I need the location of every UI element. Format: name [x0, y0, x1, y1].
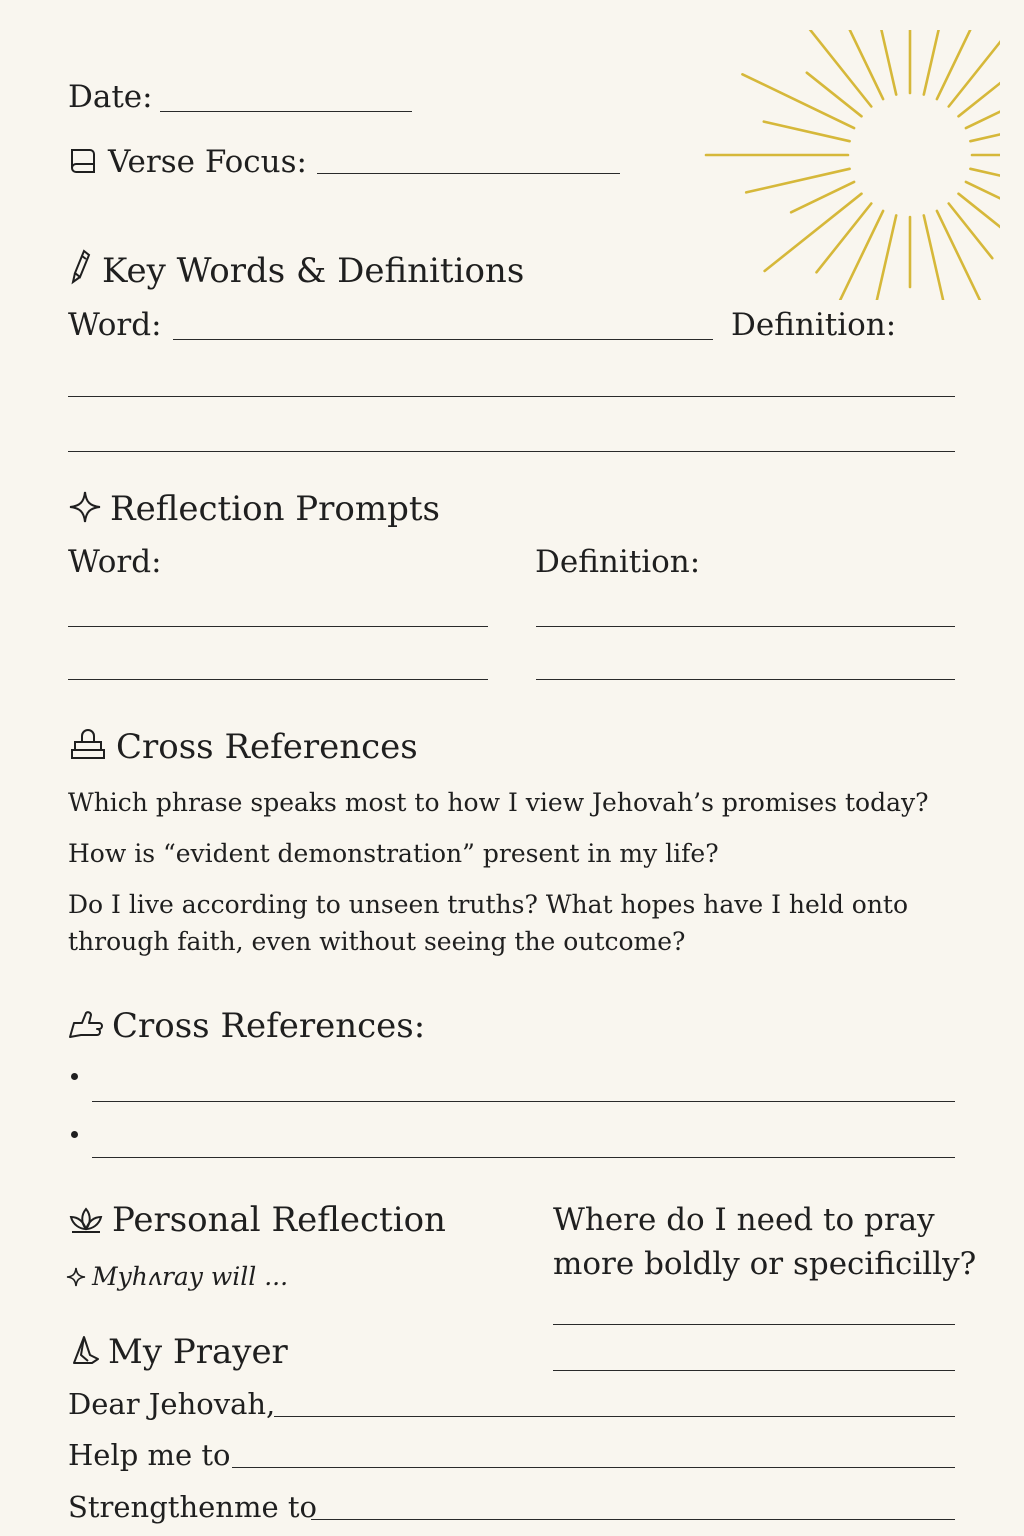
my-prayer-heading — [68, 1332, 288, 1372]
prayer-answer-line-2[interactable] — [232, 1467, 955, 1468]
reflection-definition-label: Definition: — [535, 544, 701, 580]
personal-reflection-prompt-text: Myhʌray will ... — [92, 1262, 289, 1291]
date-label: Date: — [68, 79, 153, 115]
prayer-line-label-2: Help me to — [68, 1438, 231, 1472]
prayer-line-label-1: Dear Jehovah, — [68, 1387, 276, 1421]
key-words-line-1[interactable] — [68, 396, 955, 397]
prayer-line-label-3: Strengthenme to — [68, 1490, 317, 1524]
side-answer-line-2[interactable] — [553, 1370, 955, 1371]
key-words-heading — [68, 248, 525, 291]
sun-ray — [746, 169, 849, 193]
side-answer-line-1[interactable] — [553, 1324, 955, 1325]
reflection-definition-line-1[interactable] — [536, 626, 955, 627]
sun-ray — [924, 30, 940, 95]
hand-pointing-icon — [66, 1007, 106, 1041]
book-icon — [68, 144, 100, 176]
question-3: Do I live according to unseen truths? What hopes have I held onto — [68, 890, 909, 919]
sun-ray — [949, 30, 1000, 107]
key-words-definition-label: Definition: — [731, 307, 897, 343]
reflection-prompts-heading — [68, 489, 440, 529]
bullet-1 — [71, 1073, 78, 1080]
sun-rays-decoration — [660, 30, 1000, 300]
book-stack-icon — [68, 728, 108, 762]
key-words-line-2[interactable] — [68, 451, 955, 452]
verse-focus-label: Verse Focus: — [108, 144, 307, 180]
cross-reference-line-1[interactable] — [92, 1101, 955, 1102]
sun-ray — [822, 30, 884, 99]
cross-references-heading — [68, 727, 418, 767]
side-question-line-1: Where do I need to pray — [553, 1202, 935, 1238]
lotus-icon — [68, 1205, 104, 1235]
sun-ray — [817, 204, 872, 273]
prayer-answer-line-1[interactable] — [274, 1416, 955, 1417]
reflection-definition-line-2[interactable] — [536, 679, 955, 680]
reflection-prompts-title: Reflection Prompts — [110, 489, 440, 529]
sun-ray — [970, 126, 1000, 142]
personal-reflection-title: Personal Reflection — [112, 1200, 446, 1240]
question-3-continued: through faith, even without seeing the outcome? — [68, 927, 686, 956]
verse-focus-line[interactable] — [317, 173, 620, 174]
sun-ray — [959, 194, 1001, 271]
bullet-2 — [71, 1131, 78, 1138]
pen-icon — [68, 248, 94, 286]
cross-reference-line-2[interactable] — [92, 1157, 955, 1158]
reflection-word-label: Word: — [68, 544, 162, 580]
cross-references-list-heading — [66, 1006, 426, 1046]
sparkle-icon — [68, 490, 102, 524]
side-question-line-2: more boldly or specificilly? — [553, 1246, 977, 1282]
my-prayer-title: My Prayer — [108, 1332, 288, 1372]
sun-ray — [742, 74, 854, 128]
cross-references-title: Cross References — [116, 727, 418, 767]
question-1: Which phrase speaks most to how I view Jehovah’s promises today? — [68, 788, 929, 817]
sun-ray — [966, 74, 1000, 128]
personal-reflection-heading — [68, 1200, 446, 1240]
reflection-word-line-2[interactable] — [68, 679, 488, 680]
sun-ray — [764, 122, 850, 142]
small-sparkle-icon — [66, 1267, 86, 1287]
sun-ray — [937, 211, 983, 300]
sun-ray — [924, 215, 956, 300]
verse-focus-row — [68, 144, 307, 178]
personal-reflection-prompt — [66, 1262, 288, 1291]
praying-hands-icon — [68, 1333, 102, 1367]
reflection-word-line-1[interactable] — [68, 626, 488, 627]
sun-ray — [877, 30, 897, 95]
sun-ray — [805, 30, 871, 107]
key-words-word-label: Word: — [68, 307, 162, 343]
key-words-word-line[interactable] — [173, 339, 713, 340]
key-words-title: Key Words & Definitions — [102, 251, 525, 291]
question-2: How is “evident demonstration” present in my life? — [68, 839, 719, 868]
cross-references-list-title: Cross References: — [112, 1006, 426, 1046]
date-line[interactable] — [160, 111, 412, 112]
prayer-answer-line-3[interactable] — [311, 1519, 955, 1520]
sun-ray — [937, 30, 983, 99]
